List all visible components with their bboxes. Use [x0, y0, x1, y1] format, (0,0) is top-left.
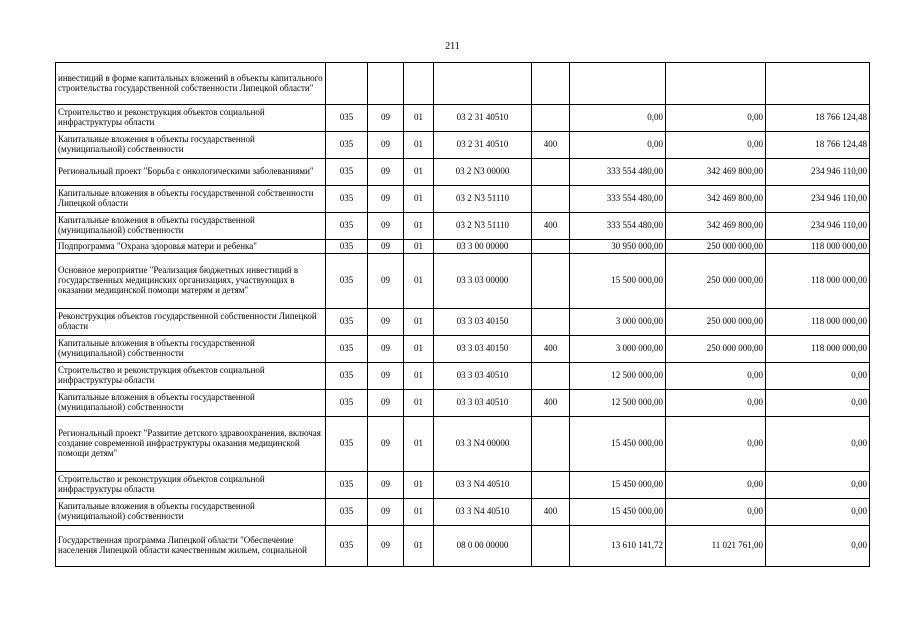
section-code-cell: 09 — [368, 105, 404, 132]
amount-year3-cell: 234 946 110,00 — [766, 186, 870, 213]
section-code-cell: 09 — [368, 390, 404, 417]
table-row — [56, 336, 870, 363]
target-article-cell: 03 2 N3 51110 — [434, 186, 532, 213]
amount-year2-cell: 250 000 000,00 — [666, 309, 766, 336]
admin-code-cell: 035 — [326, 213, 368, 240]
subsection-code-cell: 01 — [404, 159, 434, 186]
table-row — [56, 390, 870, 417]
target-article-cell: 03 2 31 40510 — [434, 105, 532, 132]
subsection-code-cell: 01 — [404, 472, 434, 499]
section-code-cell: 09 — [368, 472, 404, 499]
target-article-cell: 08 0 00 00000 — [434, 526, 532, 567]
amount-year2-cell — [666, 63, 766, 105]
admin-code-cell: 035 — [326, 105, 368, 132]
amount-year2-cell: 11 021 761,00 — [666, 526, 766, 567]
expense-type-cell: 400 — [532, 213, 570, 240]
amount-year3-cell: 18 766 124,48 — [766, 132, 870, 159]
table-row — [56, 213, 870, 240]
subsection-code-cell: 01 — [404, 132, 434, 159]
amount-year3-cell — [766, 63, 870, 105]
expense-type-cell — [532, 240, 570, 254]
row-name-cell: Строительство и реконструкция объектов социальной инфраструктуры области — [56, 472, 326, 499]
table-row — [56, 132, 870, 159]
budget-table — [55, 62, 870, 567]
row-name-cell: Строительство и реконструкция объектов социальной инфраструктуры области — [56, 363, 326, 390]
amount-year1-cell: 12 500 000,00 — [570, 390, 666, 417]
subsection-code-cell: 01 — [404, 240, 434, 254]
section-code-cell: 09 — [368, 159, 404, 186]
section-code-cell: 09 — [368, 132, 404, 159]
amount-year3-cell: 0,00 — [766, 363, 870, 390]
amount-year3-cell: 18 766 124,48 — [766, 105, 870, 132]
table-body — [56, 63, 870, 567]
section-code-cell: 09 — [368, 417, 404, 472]
amount-year2-cell: 0,00 — [666, 417, 766, 472]
row-name-cell: Капитальные вложения в объекты государственной (муниципальной) собственности — [56, 390, 326, 417]
amount-year3-cell: 0,00 — [766, 526, 870, 567]
row-name-cell: инвестиций в форме капитальных вложений в объекты капитального строительства государственной собственности Липецкой области" — [56, 63, 326, 105]
row-name-cell: Региональный проект "Развитие детского здравоохранения, включая создание современной инфраструктуры оказания медицинской помощи детям" — [56, 417, 326, 472]
expense-type-cell — [532, 63, 570, 105]
admin-code-cell: 035 — [326, 309, 368, 336]
amount-year2-cell: 342 469 800,00 — [666, 213, 766, 240]
amount-year1-cell: 30 950 000,00 — [570, 240, 666, 254]
admin-code-cell: 035 — [326, 186, 368, 213]
page-number: 211 — [445, 41, 460, 52]
row-name-cell: Капитальные вложения в объекты государственной собственности Липецкой области — [56, 186, 326, 213]
subsection-code-cell: 01 — [404, 363, 434, 390]
admin-code-cell: 035 — [326, 499, 368, 526]
amount-year1-cell: 12 500 000,00 — [570, 363, 666, 390]
subsection-code-cell: 01 — [404, 336, 434, 363]
row-name-cell: Капитальные вложения в объекты государственной (муниципальной) собственности — [56, 336, 326, 363]
amount-year1-cell: 15 450 000,00 — [570, 472, 666, 499]
target-article-cell: 03 3 N4 40510 — [434, 499, 532, 526]
table-row — [56, 240, 870, 254]
amount-year3-cell: 118 000 000,00 — [766, 336, 870, 363]
admin-code-cell: 035 — [326, 254, 368, 309]
expense-type-cell — [532, 472, 570, 499]
amount-year2-cell: 0,00 — [666, 390, 766, 417]
admin-code-cell: 035 — [326, 336, 368, 363]
section-code-cell: 09 — [368, 186, 404, 213]
target-article-cell: 03 3 03 40150 — [434, 309, 532, 336]
expense-type-cell: 400 — [532, 499, 570, 526]
amount-year3-cell: 234 946 110,00 — [766, 213, 870, 240]
table-row — [56, 499, 870, 526]
amount-year3-cell: 0,00 — [766, 499, 870, 526]
amount-year2-cell: 0,00 — [666, 499, 766, 526]
amount-year2-cell: 0,00 — [666, 132, 766, 159]
expense-type-cell — [532, 526, 570, 567]
section-code-cell: 09 — [368, 213, 404, 240]
amount-year2-cell: 0,00 — [666, 472, 766, 499]
table-row — [56, 105, 870, 132]
table-row — [56, 526, 870, 567]
amount-year3-cell: 118 000 000,00 — [766, 254, 870, 309]
amount-year3-cell: 0,00 — [766, 472, 870, 499]
target-article-cell: 03 3 00 00000 — [434, 240, 532, 254]
row-name-cell: Капитальные вложения в объекты государственной (муниципальной) собственности — [56, 499, 326, 526]
table-row — [56, 63, 870, 105]
amount-year3-cell: 234 946 110,00 — [766, 159, 870, 186]
subsection-code-cell: 01 — [404, 105, 434, 132]
target-article-cell: 03 3 03 40150 — [434, 336, 532, 363]
admin-code-cell: 035 — [326, 472, 368, 499]
expense-type-cell: 400 — [532, 390, 570, 417]
admin-code-cell — [326, 63, 368, 105]
row-name-cell: Подпрограмма "Охрана здоровья матери и ребенка" — [56, 240, 326, 254]
admin-code-cell: 035 — [326, 390, 368, 417]
row-name-cell: Основное мероприятие "Реализация бюджетных инвестиций в государственных медицинских организациях, участвующих в оказании медицинской помощи матерям и детям" — [56, 254, 326, 309]
expense-type-cell — [532, 105, 570, 132]
section-code-cell — [368, 63, 404, 105]
section-code-cell: 09 — [368, 526, 404, 567]
table-row — [56, 159, 870, 186]
table-row — [56, 417, 870, 472]
amount-year1-cell — [570, 63, 666, 105]
amount-year1-cell: 333 554 480,00 — [570, 159, 666, 186]
amount-year2-cell: 250 000 000,00 — [666, 240, 766, 254]
amount-year2-cell: 342 469 800,00 — [666, 159, 766, 186]
subsection-code-cell: 01 — [404, 526, 434, 567]
expense-type-cell — [532, 417, 570, 472]
section-code-cell: 09 — [368, 254, 404, 309]
row-name-cell: Капитальные вложения в объекты государственной (муниципальной) собственности — [56, 132, 326, 159]
admin-code-cell: 035 — [326, 132, 368, 159]
amount-year3-cell: 0,00 — [766, 390, 870, 417]
subsection-code-cell: 01 — [404, 417, 434, 472]
admin-code-cell: 035 — [326, 417, 368, 472]
amount-year1-cell: 15 450 000,00 — [570, 417, 666, 472]
expense-type-cell — [532, 159, 570, 186]
section-code-cell: 09 — [368, 499, 404, 526]
section-code-cell: 09 — [368, 309, 404, 336]
table-row — [56, 254, 870, 309]
amount-year2-cell: 342 469 800,00 — [666, 186, 766, 213]
target-article-cell: 03 2 31 40510 — [434, 132, 532, 159]
expense-type-cell: 400 — [532, 132, 570, 159]
amount-year1-cell: 15 450 000,00 — [570, 499, 666, 526]
amount-year2-cell: 250 000 000,00 — [666, 336, 766, 363]
table-row — [56, 363, 870, 390]
subsection-code-cell — [404, 63, 434, 105]
section-code-cell: 09 — [368, 240, 404, 254]
section-code-cell: 09 — [368, 336, 404, 363]
table-row — [56, 472, 870, 499]
amount-year2-cell: 0,00 — [666, 363, 766, 390]
row-name-cell: Региональный проект "Борьба с онкологическими заболеваниями" — [56, 159, 326, 186]
target-article-cell: 03 2 N3 51110 — [434, 213, 532, 240]
admin-code-cell: 035 — [326, 159, 368, 186]
amount-year1-cell: 333 554 480,00 — [570, 186, 666, 213]
expense-type-cell — [532, 254, 570, 309]
subsection-code-cell: 01 — [404, 213, 434, 240]
row-name-cell: Капитальные вложения в объекты государственной (муниципальной) собственности — [56, 213, 326, 240]
target-article-cell: 03 3 03 40510 — [434, 363, 532, 390]
subsection-code-cell: 01 — [404, 499, 434, 526]
subsection-code-cell: 01 — [404, 186, 434, 213]
target-article-cell: 03 3 03 00000 — [434, 254, 532, 309]
row-name-cell: Строительство и реконструкция объектов социальной инфраструктуры области — [56, 105, 326, 132]
amount-year1-cell: 3 000 000,00 — [570, 309, 666, 336]
target-article-cell: 03 2 N3 00000 — [434, 159, 532, 186]
amount-year1-cell: 3 000 000,00 — [570, 336, 666, 363]
admin-code-cell: 035 — [326, 526, 368, 567]
amount-year1-cell: 333 554 480,00 — [570, 213, 666, 240]
target-article-cell: 03 3 N4 40510 — [434, 472, 532, 499]
expense-type-cell: 400 — [532, 336, 570, 363]
amount-year1-cell: 0,00 — [570, 132, 666, 159]
admin-code-cell: 035 — [326, 240, 368, 254]
target-article-cell: 03 3 N4 00000 — [434, 417, 532, 472]
table-row — [56, 309, 870, 336]
row-name-cell: Государственная программа Липецкой области "Обеспечение населения Липецкой области качественным жильем, социальной — [56, 526, 326, 567]
amount-year3-cell: 118 000 000,00 — [766, 309, 870, 336]
expense-type-cell — [532, 186, 570, 213]
section-code-cell: 09 — [368, 363, 404, 390]
amount-year2-cell: 250 000 000,00 — [666, 254, 766, 309]
amount-year1-cell: 0,00 — [570, 105, 666, 132]
amount-year2-cell: 0,00 — [666, 105, 766, 132]
expense-type-cell — [532, 363, 570, 390]
subsection-code-cell: 01 — [404, 309, 434, 336]
target-article-cell: 03 3 03 40510 — [434, 390, 532, 417]
table-row — [56, 186, 870, 213]
target-article-cell — [434, 63, 532, 105]
amount-year3-cell: 118 000 000,00 — [766, 240, 870, 254]
row-name-cell: Реконструкция объектов государственной собственности Липецкой области — [56, 309, 326, 336]
amount-year1-cell: 15 500 000,00 — [570, 254, 666, 309]
subsection-code-cell: 01 — [404, 254, 434, 309]
admin-code-cell: 035 — [326, 363, 368, 390]
subsection-code-cell: 01 — [404, 390, 434, 417]
amount-year3-cell: 0,00 — [766, 417, 870, 472]
amount-year1-cell: 13 610 141,72 — [570, 526, 666, 567]
expense-type-cell — [532, 309, 570, 336]
